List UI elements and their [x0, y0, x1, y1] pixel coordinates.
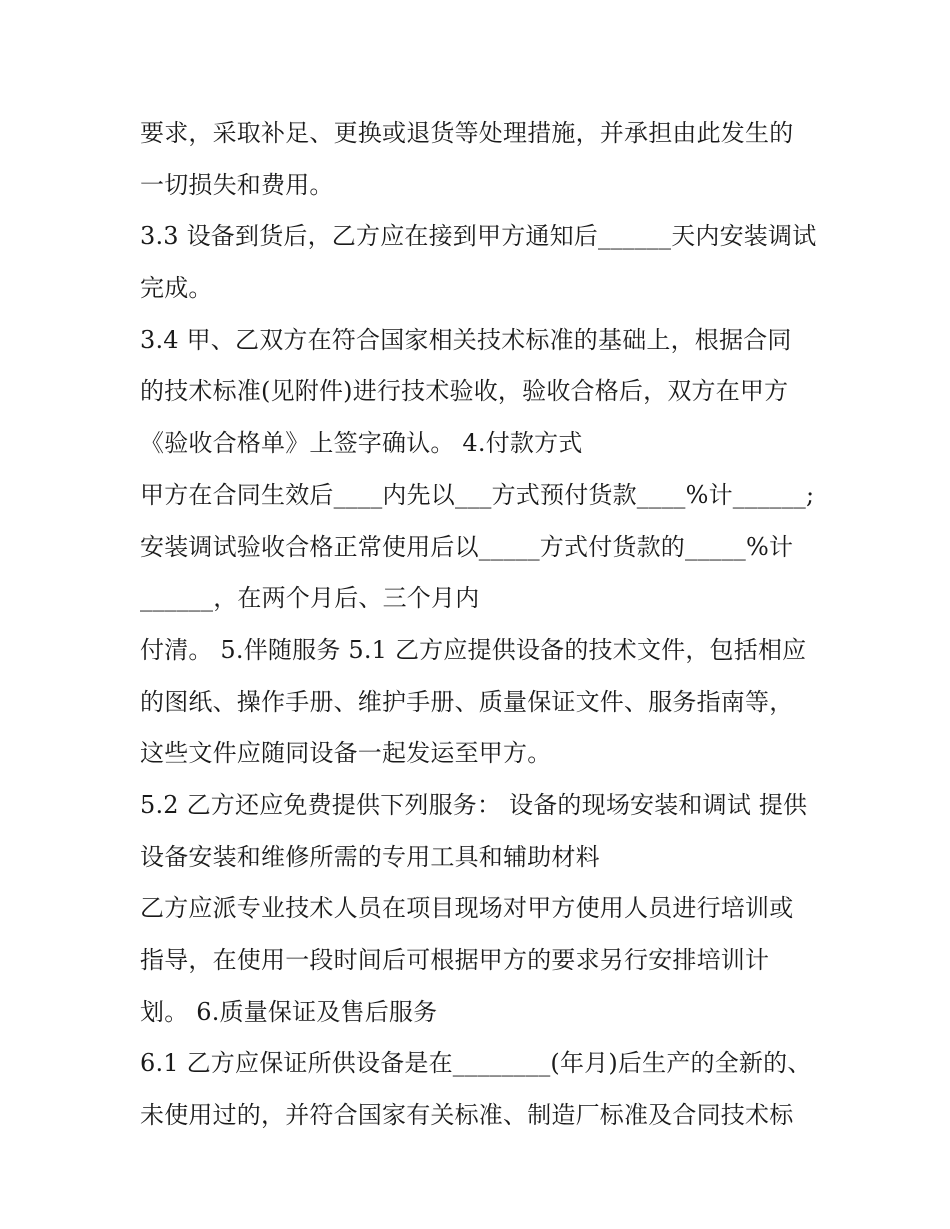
text-line: 要求，采取补足、更换或退货等处理措施，并承担由此发生的 — [140, 119, 794, 147]
text-line: 6.1 乙方应保证所供设备是在________(年月)后生产的全新的、 — [140, 1049, 812, 1078]
text-line: 设备安装和维修所需的专用工具和辅助材料 — [140, 842, 600, 871]
text-line: 指导，在使用一段时间后可根据甲方的要求另行安排培训计 — [140, 946, 770, 974]
text-line: ______，在两个月后、三个月内 — [140, 584, 480, 613]
text-line: 完成。 — [140, 274, 213, 303]
text-line: 3.3 设备到货后，乙方应在接到甲方通知后______天内安装调试 — [140, 222, 817, 251]
text-line: 一切损失和费用。 — [140, 170, 334, 199]
text-line: 付清。 5.伴随服务 5.1 乙方应提供设备的技术文件，包括相应 — [140, 635, 807, 664]
text-line: 3.4 甲、乙双方在符合国家相关技术标准的基础上，根据合同 — [140, 325, 792, 354]
text-line: 安装调试验收合格正常使用后以_____方式付货款的_____%计 — [140, 532, 794, 561]
contract-text — [140, 108, 830, 1142]
text-line: 5.2 乙方还应免费提供下列服务： 设备的现场安装和调试 提供 — [140, 790, 808, 819]
text-line: 《验收合格单》上签字确认。 4.付款方式 — [140, 429, 583, 458]
text-line: 划。 6.质量保证及售后服务 — [140, 997, 438, 1026]
text-line: 乙方应派专业技术人员在项目现场对甲方使用人员进行培训或 — [140, 894, 794, 923]
text-line: 的图纸、操作手册、维护手册、质量保证文件、服务指南等， — [140, 687, 794, 716]
text-line: 未使用过的，并符合国家有关标准、制造厂标准及合同技术标 — [140, 1101, 794, 1130]
text-line: 甲方在合同生效后____内先以___方式预付货款____%计______; — [140, 480, 815, 509]
text-line: 这些文件应随同设备一起发运至甲方。 — [140, 739, 552, 768]
text-line: 的技术标准(见附件)进行技术验收，验收合格后，双方在甲方 — [140, 377, 789, 406]
